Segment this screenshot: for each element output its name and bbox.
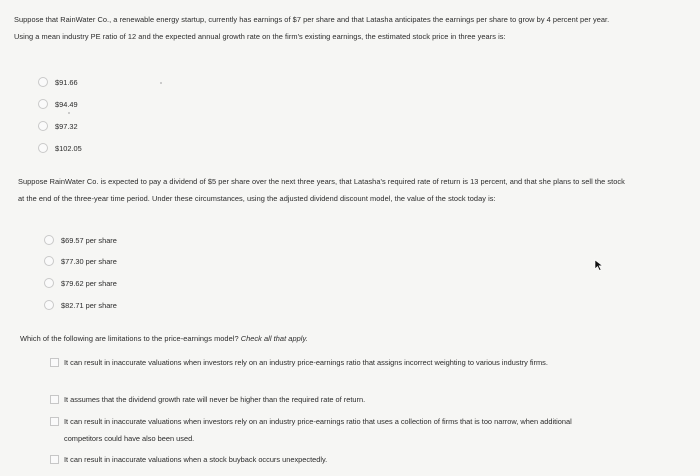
option-label: It can result in inaccurate valuations when investors rely on an industry price-earnings ratio that assigns incorrect weighting to various industry firms. — [64, 358, 548, 367]
q3-option-2[interactable] — [50, 391, 610, 408]
dot-icon — [160, 82, 162, 84]
q2-option-3[interactable] — [44, 278, 117, 288]
question-1-text: Suppose that RainWater Co., a renewable energy startup, currently has earnings of $7 per share and that Latasha anticipates the earnings per share to grow by 4 percent per year. Using a mean industry PE ratio of 12 and the expected annual growth rate on the firm's existing earnings, the estimated stock price in three years is: — [14, 15, 610, 41]
q2-option-4[interactable] — [44, 300, 117, 310]
option-label: $82.71 per share — [61, 300, 117, 310]
radio-button[interactable] — [44, 300, 54, 310]
q1-option-4[interactable] — [38, 143, 82, 153]
radio-button[interactable] — [44, 235, 54, 245]
q3-option-4[interactable] — [50, 451, 610, 468]
option-label: $69.57 per share — [61, 235, 117, 245]
q1-option-2[interactable] — [38, 99, 78, 109]
option-label: $77.30 per share — [61, 256, 117, 266]
radio-button[interactable] — [38, 77, 48, 87]
option-label: $97.32 — [55, 121, 78, 131]
radio-button[interactable] — [44, 256, 54, 266]
q3-option-3[interactable] — [50, 413, 610, 447]
question-2-text: Suppose RainWater Co. is expected to pay a dividend of $5 per share over the next three years, that Latasha's required rate of return is 13 percent, and that she plans to sell the stock at the end of the three-year time period. Under these circumstances, using the adjusted dividend discount model, the value of the stock today is: — [18, 177, 625, 203]
option-label: $102.05 — [55, 143, 82, 153]
question-3-prompt: Which of the following are limitations to the price-earnings model? — [20, 334, 239, 343]
q1-option-1[interactable] — [38, 77, 78, 87]
checkbox[interactable] — [50, 455, 59, 464]
q1-option-3[interactable] — [38, 121, 78, 131]
option-label: $79.62 per share — [61, 278, 117, 288]
option-label: It can result in inaccurate valuations when investors rely on an industry price-earnings ratio that uses a collection of firms that is too narrow, when additional competitors could have also been used. — [64, 417, 572, 443]
dot-icon — [68, 112, 70, 114]
option-label: $91.66 — [55, 77, 78, 87]
radio-button[interactable] — [38, 99, 48, 109]
checkbox[interactable] — [50, 358, 59, 367]
radio-button[interactable] — [38, 121, 48, 131]
mouse-cursor-icon — [594, 259, 604, 271]
checkbox[interactable] — [50, 395, 59, 404]
option-label: It assumes that the dividend growth rate will never be higher than the required rate of return. — [64, 395, 366, 404]
q2-option-2[interactable] — [44, 256, 117, 266]
question-3-text — [20, 330, 630, 347]
q3-option-1[interactable] — [50, 354, 610, 371]
radio-button[interactable] — [44, 278, 54, 288]
question-3-instruction: Check all that apply. — [240, 334, 308, 343]
option-label: It can result in inaccurate valuations when a stock buyback occurs unexpectedly. — [64, 455, 328, 464]
checkbox[interactable] — [50, 417, 59, 426]
radio-button[interactable] — [38, 143, 48, 153]
option-label: $94.49 — [55, 99, 78, 109]
q2-option-1[interactable] — [44, 235, 117, 245]
